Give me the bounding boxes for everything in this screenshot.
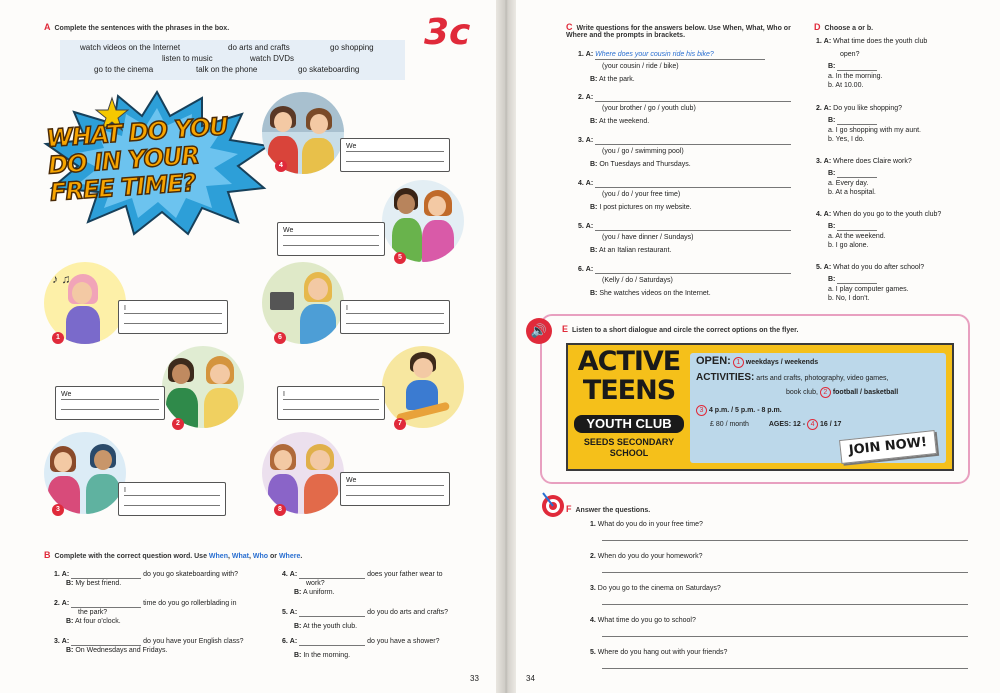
section-d-items <box>816 37 996 313</box>
phrase: listen to music <box>162 54 213 63</box>
title-line: FREE TIME? <box>49 168 197 207</box>
answer-line[interactable] <box>124 314 222 324</box>
picture-number-badge: 1 <box>52 332 64 344</box>
exercise-item: 3. A: Where does Claire work? B: a. Every day. b. At a hospital. <box>816 157 996 210</box>
word-what: What <box>231 553 249 560</box>
exercise-item: 4. A: does your father wear to work? B: A uniform. <box>282 571 443 596</box>
section-c-letter: C <box>566 22 573 32</box>
sport-options[interactable]: football / basketball <box>832 389 899 396</box>
speech-bubble-6 <box>340 300 450 334</box>
bubble-start-word: We <box>61 391 72 398</box>
right-page <box>508 0 1000 693</box>
club-flyer <box>566 343 954 471</box>
section-f-items <box>590 520 970 680</box>
exercise-item: 3. A: do you have your English class? B: On Wednesdays and Fridays. <box>54 638 244 654</box>
answer-line[interactable] <box>595 180 791 188</box>
exercise-item: 3. A: (you / go / swimming pool) B: On Tuesdays and Thursdays. <box>578 136 798 179</box>
section-b-left-column <box>54 570 284 666</box>
exercise-item: 4. What time do you go to school? <box>590 616 970 648</box>
speech-bubble-2 <box>55 386 165 420</box>
option-number-badge: 4 <box>807 419 818 430</box>
exercise-item: 6. A: (Kelly / do / Saturdays) B: She watches videos on the Internet. <box>578 265 798 308</box>
answer-line[interactable] <box>71 571 141 579</box>
flyer-price-row: £ 80 / month AGES: 12 - 4 16 / 17 <box>710 421 842 428</box>
audio-speaker-icon[interactable]: 🔊 <box>526 318 552 344</box>
answer-line[interactable] <box>602 572 968 573</box>
exercise-item: 3. Do you go to the cinema on Saturdays? <box>590 584 970 616</box>
option-a[interactable]: a. I go shopping with my aunt. <box>828 127 921 134</box>
phrase: talk on the phone <box>196 65 258 74</box>
age-options[interactable]: 16 / 17 <box>819 421 842 428</box>
exercise-item: 6. A: do you have a shower? B: In the morning. <box>282 638 440 659</box>
speech-bubble-5 <box>277 222 385 256</box>
section-d-heading <box>814 22 873 32</box>
picture-number-badge: 6 <box>274 332 286 344</box>
illustration-watch-videos <box>262 432 344 514</box>
exercise-item: 5. A: do you do arts and crafts? B: At the youth club. <box>282 609 449 630</box>
answer-line[interactable] <box>71 600 141 608</box>
answer-line[interactable] <box>124 496 220 506</box>
book-spine <box>496 0 516 693</box>
section-e-letter: E <box>562 324 569 334</box>
answer-line[interactable] <box>346 314 444 324</box>
exercise-item: 2. When do you do your homework? <box>590 552 970 584</box>
section-b-letter: B <box>44 550 51 560</box>
join-now-sticker: JOIN NOW! <box>839 430 937 464</box>
speech-bubble-3 <box>118 482 226 516</box>
answer-line[interactable] <box>602 540 968 541</box>
option-b[interactable]: b. Yes, I do. <box>828 136 865 143</box>
flyer-activities-row: ACTIVITIES: arts and crafts, photography, video games, <box>696 372 889 383</box>
bubble-start-word: I <box>124 487 126 494</box>
option-b[interactable]: b. I go alone. <box>828 242 869 249</box>
option-b[interactable]: b. At a hospital. <box>828 189 876 196</box>
phrase: go to the cinema <box>94 65 154 74</box>
time-options[interactable]: 4 p.m. / 5 p.m. - 8 p.m. <box>708 407 782 414</box>
flyer-youth-club: YOUTH CLUB <box>574 415 684 433</box>
section-f-letter: F <box>566 504 572 514</box>
option-a[interactable]: a. In the morning. <box>828 73 883 80</box>
answer-line[interactable] <box>602 636 968 637</box>
option-number-badge: 3 <box>696 405 707 416</box>
illustration-listen-music: ♪ ♫ <box>44 262 126 344</box>
picture-number-badge: 5 <box>394 252 406 264</box>
flyer-open-row: OPEN: 1 weekdays / weekends <box>696 355 819 367</box>
page-number: 33 <box>470 674 479 683</box>
speech-bubble-1 <box>118 300 228 334</box>
section-c-items <box>578 50 798 308</box>
speech-bubble-4 <box>340 138 450 172</box>
bubble-start-word: We <box>283 227 294 234</box>
answer-line[interactable] <box>283 400 379 410</box>
illustration-skateboarding <box>382 346 464 428</box>
section-b-heading: B Complete with the correct question word. Use When, What, Who or Where. <box>44 550 303 560</box>
section-a-instruction: Complete the sentences with the phrases in the box. <box>54 25 230 32</box>
option-number-badge: 2 <box>820 387 831 398</box>
flyer-brand: ACTIVE TEENS <box>577 346 681 406</box>
picture-number-badge: 8 <box>274 504 286 516</box>
bubble-start-word: I <box>283 391 285 398</box>
section-c-instruction: Write questions for the answers below. Use When, What, Who or Where and the prompts in brackets. <box>566 25 791 39</box>
answer-line[interactable] <box>602 604 968 605</box>
answer-line[interactable] <box>71 638 141 646</box>
phrase-box <box>60 40 405 80</box>
exercise-item: 2. A: (your brother / go / youth club) B: At the weekend. <box>578 93 798 136</box>
answer-line[interactable] <box>837 117 877 125</box>
section-e-instruction: Listen to a short dialogue and circle the correct options on the flyer. <box>572 327 799 334</box>
section-d-instruction: Choose a or b. <box>824 25 874 32</box>
flyer-activities-row-2: book club, 2 football / basketball <box>786 389 899 396</box>
exercise-item: 4. A: When do you go to the youth club? B: a. At the weekend. b. I go alone. <box>816 210 996 263</box>
option-a[interactable]: a. At the weekend. <box>828 233 886 240</box>
page-number: 34 <box>526 674 535 683</box>
exercise-item: 2. A: time do you go rollerblading in the park? B: At four o'clock. <box>54 600 237 625</box>
illustration-talk-phone <box>262 92 344 174</box>
answer-example: Where does your cousin ride his bike? <box>595 50 765 60</box>
answer-line[interactable] <box>61 400 159 410</box>
section-b-right-column <box>282 570 492 666</box>
speech-bubble-8 <box>340 472 450 506</box>
option-b[interactable]: b. No, I don't. <box>828 295 870 302</box>
exercise-item: 1. What do you do in your free time? <box>590 520 970 552</box>
section-c-heading <box>566 22 806 39</box>
picture-number-badge: 2 <box>172 418 184 430</box>
illustration-watch-dvds <box>262 262 344 344</box>
option-b[interactable]: b. At 10.00. <box>828 82 864 89</box>
answer-line[interactable] <box>595 94 791 102</box>
answer-line[interactable] <box>837 63 877 71</box>
section-f-heading <box>566 504 650 514</box>
section-a-letter: A <box>44 22 51 32</box>
section-e-heading <box>562 324 798 334</box>
exercise-item: 5. A: (you / have dinner / Sundays) B: At an Italian restaurant. <box>578 222 798 265</box>
bubble-start-word: I <box>124 305 126 312</box>
title-line: WHAT DO YOU <box>45 112 229 153</box>
answer-line[interactable] <box>346 152 444 162</box>
illustration-go-cinema <box>44 432 126 514</box>
phrase: go skateboarding <box>298 65 360 74</box>
bubble-start-word: We <box>346 477 357 484</box>
exercise-item: 5. Where do you hang out with your friends? <box>590 648 970 680</box>
phrase: watch DVDs <box>250 54 295 63</box>
bubble-start-word: We <box>346 143 357 150</box>
option-a[interactable]: a. I play computer games. <box>828 286 909 293</box>
exercise-item: 5. A: What do you do after school? B: a. I play computer games. b. No, I don't. <box>816 263 996 313</box>
picture-number-badge: 3 <box>52 504 64 516</box>
exercise-item: 2. A: Do you like shopping? B: a. I go shopping with my aunt. b. Yes, I do. <box>816 104 996 157</box>
answer-line[interactable] <box>595 223 791 231</box>
flyer-info-panel <box>690 353 946 463</box>
answer-line[interactable] <box>595 137 791 145</box>
bubble-start-word: I <box>346 305 348 312</box>
phrase: go shopping <box>330 43 374 52</box>
answer-line[interactable] <box>299 609 365 617</box>
section-d-letter: D <box>814 22 821 32</box>
flyer-price: £ 80 / month <box>710 421 749 428</box>
word-when: When <box>208 553 228 560</box>
exercise-item: 1. A: What time does the youth club open? B: a. In the morning. b. At 10.00. <box>816 37 996 104</box>
section-f-instruction: Answer the questions. <box>575 507 651 514</box>
illustration-go-shopping <box>382 180 464 262</box>
open-options[interactable]: weekdays / weekends <box>745 359 819 366</box>
answer-line[interactable] <box>299 571 365 579</box>
word-who: Who <box>252 553 269 560</box>
answer-line[interactable] <box>837 170 877 178</box>
answer-line[interactable] <box>283 236 379 246</box>
section-b-instruction: Complete with the correct question word. Use <box>54 553 209 560</box>
answer-line[interactable] <box>299 638 365 646</box>
exercise-item: 1. A: do you go skateboarding with? B: My best friend. <box>54 571 239 587</box>
unit-label: 3c <box>424 12 471 53</box>
illustration-arts-crafts <box>162 346 244 428</box>
exercise-item: 4. A: (you / do / your free time) B: I post pictures on my website. <box>578 179 798 222</box>
option-a[interactable]: a. Every day. <box>828 180 869 187</box>
picture-number-badge: 7 <box>394 418 406 430</box>
answer-line[interactable] <box>346 486 444 496</box>
answer-line[interactable] <box>595 266 791 274</box>
target-dart-icon <box>540 490 566 518</box>
option-number-badge: 1 <box>733 357 744 368</box>
section-a-heading <box>44 22 229 32</box>
word-where: Where <box>278 553 301 560</box>
flyer-school: SEEDS SECONDARY SCHOOL <box>583 437 675 458</box>
answer-line[interactable] <box>837 276 877 284</box>
title <box>45 110 270 206</box>
exercise-item: 1. A: Where does your cousin ride his bike? (your cousin / ride / bike) B: At the park. <box>578 50 798 93</box>
answer-line[interactable] <box>602 668 968 669</box>
answer-line[interactable] <box>837 223 877 231</box>
title-line: DO IN YOUR <box>47 141 200 180</box>
phrase: do arts and crafts <box>228 43 290 52</box>
flyer-time-row <box>696 405 942 416</box>
picture-number-badge: 4 <box>275 160 287 172</box>
phrase: watch videos on the Internet <box>80 43 181 52</box>
speech-bubble-7 <box>277 386 385 420</box>
